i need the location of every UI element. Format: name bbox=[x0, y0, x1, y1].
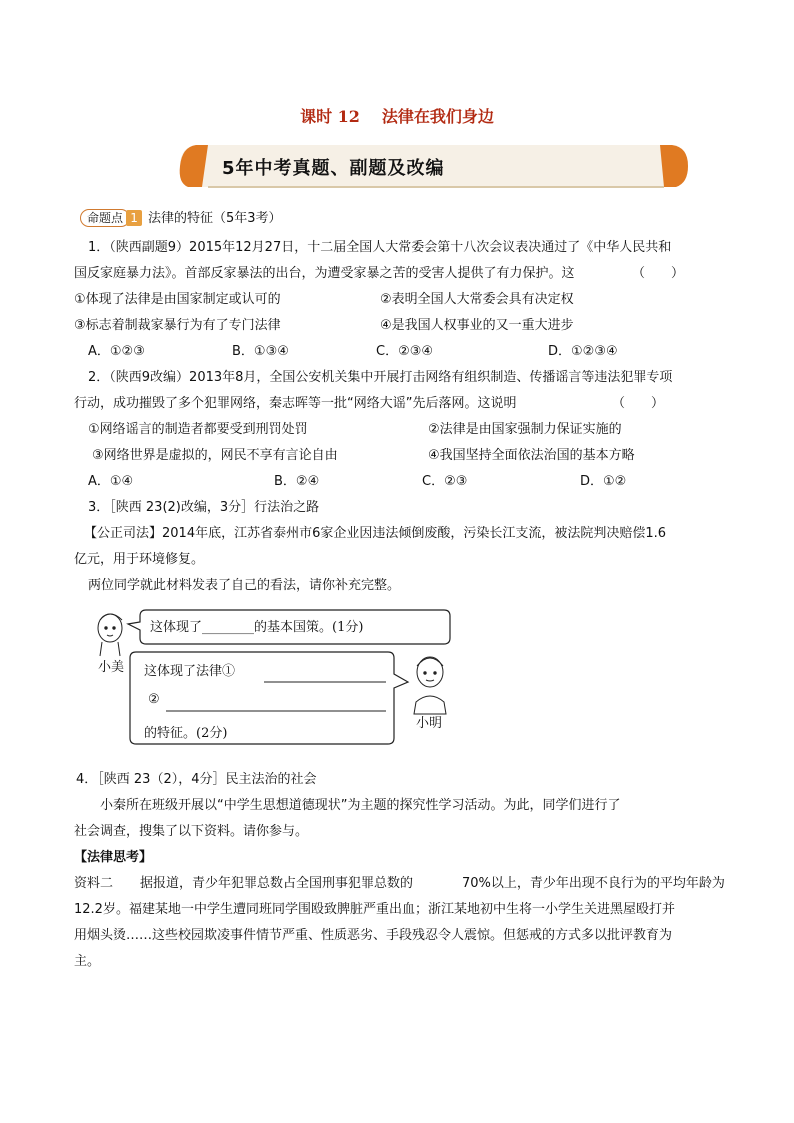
bubble2-line1: 这体现了法律① bbox=[144, 664, 236, 679]
q1-choice-a: A．①②③ bbox=[88, 344, 145, 359]
q4-material-line4: 主。 bbox=[74, 954, 101, 969]
tag-number: 1 bbox=[126, 210, 142, 226]
q1-choice-d: D．①②③④ bbox=[548, 344, 618, 359]
girl-figure-icon bbox=[98, 614, 122, 656]
bubble1-text: 这体现了________的基本国策。(1分) bbox=[150, 620, 364, 635]
q2-option-3: ③网络世界是虚拟的，网民不享有言论自由 bbox=[92, 448, 338, 463]
q4-heading: 4．［陕西 23（2），4分］民主法治的社会 bbox=[76, 772, 317, 787]
topic-label: 法律的特征（5年3考） bbox=[148, 211, 282, 226]
q4-material-line2: 12.2岁。福建某地一中学生遭同班同学围殴致脾脏严重出血；浙江某地初中生将一小学生关进黑屋殴打并 bbox=[74, 902, 675, 917]
q1-option-2: ②表明全国人大常委会具有决定权 bbox=[380, 292, 574, 307]
q3-material-line1: 【公正司法】2014年底，江苏省泰州市6家企业因违法倾倒废酸，污染长江支流，被法院判决赔偿1.6 bbox=[84, 526, 667, 541]
bubble2-line2: ② bbox=[148, 692, 160, 707]
q4-material-line1a: 据报道，青少年犯罪总数占全国刑事犯罪总数的 bbox=[140, 876, 414, 891]
tag-label: 命题点 bbox=[80, 209, 130, 227]
q2-choice-c: C．②③ bbox=[422, 474, 468, 489]
q4-material-line1b: 70%以上，青少年出现不良行为的平均年龄为 bbox=[462, 876, 725, 891]
q1-answer-paren: （ ） bbox=[632, 266, 685, 281]
speaker-girl-name: 小美 bbox=[98, 660, 125, 675]
q3-heading: 3．［陕西 23(2)改编，3分］行法治之路 bbox=[88, 500, 320, 515]
q4-intro-line1: 小秦所在班级开展以“中学生思想道德现状”为主题的探究性学习活动。为此，同学们进行了 bbox=[100, 798, 621, 813]
lesson-topic: 法律在我们身边 bbox=[381, 107, 494, 126]
speaker-boy-name: 小明 bbox=[416, 716, 443, 731]
q1-choice-c: C．②③④ bbox=[376, 344, 434, 359]
q2-option-4: ④我国坚持全面依法治国的基本方略 bbox=[428, 448, 635, 463]
q1-choice-b: B．①③④ bbox=[232, 344, 289, 359]
lesson-number: 课时 12 bbox=[300, 107, 360, 126]
q2-choice-a: A．①④ bbox=[88, 474, 134, 489]
bubble2-line3: 的特征。(2分) bbox=[144, 726, 228, 741]
q2-answer-paren: （ ） bbox=[612, 396, 665, 411]
q1-stem-line1: 1．（陕西副题9）2015年12月27日，十二届全国人大常委会第十八次会议表决通过了《中华人民共和 bbox=[88, 240, 672, 255]
banner-title: 5年中考真题、副题及改编 bbox=[222, 158, 445, 179]
q3-prompt: 两位同学就此材料发表了自己的看法，请你补充完整。 bbox=[88, 578, 401, 593]
q2-choice-d: D．①② bbox=[580, 474, 627, 489]
q4-material-line3: 用烟头烫……这些校园欺凌事件情节严重、性质恶劣、手段残忍令人震惊。但惩戒的方式多以批评教育为 bbox=[74, 928, 673, 943]
q3-material-line2: 亿元，用于环境修复。 bbox=[74, 552, 205, 567]
q1-option-1: ①体现了法律是由国家制定或认可的 bbox=[74, 292, 281, 307]
boy-figure-icon bbox=[414, 657, 446, 714]
q4-subheading: 【法律思考】 bbox=[74, 850, 153, 865]
q4-material-label: 资料二 bbox=[74, 876, 114, 891]
q2-stem-line1: 2．（陕西9改编）2013年8月，全国公安机关集中开展打击网络有组织制造、传播谣言等违法犯罪专项 bbox=[88, 370, 673, 385]
q1-option-4: ④是我国人权事业的又一重大进步 bbox=[380, 318, 574, 333]
q1-stem-line2: 国反家庭暴力法》。首部反家暴法的出台，为遭受家暴之苦的受害人提供了有力保护。这 bbox=[74, 266, 575, 281]
q2-option-1: ①网络谣言的制造者都要受到刑罚处罚 bbox=[88, 422, 308, 437]
topic-tag bbox=[80, 207, 282, 224]
page-title bbox=[0, 104, 794, 127]
q1-option-3: ③标志着制裁家暴行为有了专门法律 bbox=[74, 318, 281, 333]
q2-option-2: ②法律是由国家强制力保证实施的 bbox=[428, 422, 622, 437]
q4-intro-line2: 社会调查，搜集了以下资料。请你参与。 bbox=[74, 824, 309, 839]
q2-choice-b: B．②④ bbox=[274, 474, 320, 489]
q2-stem-line2: 行动，成功摧毁了多个犯罪网络，秦志晖等一批“网络大谣”先后落网。这说明 bbox=[74, 396, 517, 411]
